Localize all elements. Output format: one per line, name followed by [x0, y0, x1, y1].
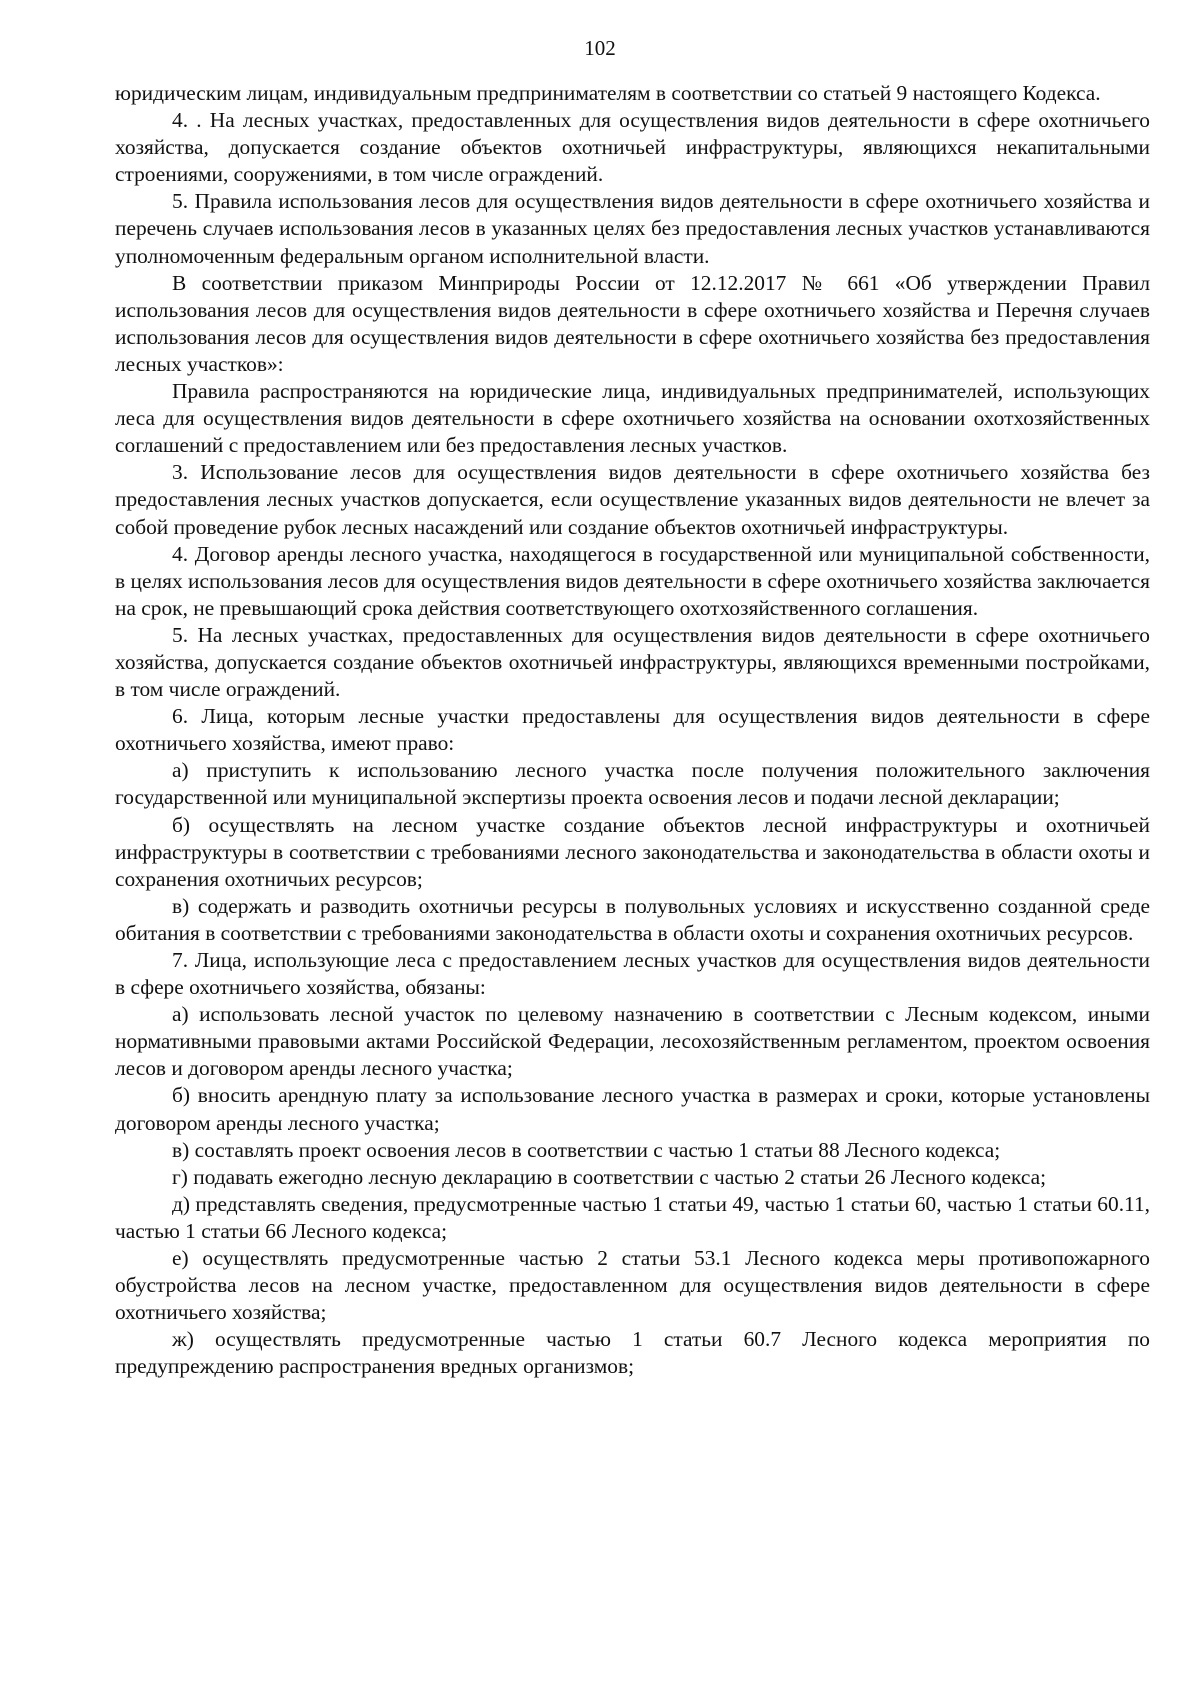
paragraph: юридическим лицам, индивидуальным предпринимателям в соответствии со статьей 9 настоящего Кодекса.	[115, 81, 1101, 105]
paragraph: а) использовать лесной участок по целевому назначению в соответствии с Лесным кодексом, иными нормативными правовыми актами Российской Федерации, лесохозяйственным регламентом, проектом освоения лесов и договором аренды лесного участка;	[115, 1002, 1150, 1081]
paragraph: Правила распространяются на юридические лица, индивидуальных предпринимателей, использующих леса для осуществления видов деятельности в сфере охотничьего хозяйства на основании охотхозяйственных соглашений с предоставлением или без предоставления лесных участков.	[115, 379, 1150, 458]
page-number: 102	[584, 36, 616, 60]
paragraph: в) составлять проект освоения лесов в соответствии с частью 1 статьи 88 Лесного кодекса;	[172, 1137, 1001, 1162]
paragraph: В соответствии приказом Минприроды России от 12.12.2017 № 661 «Об утверждении Правил использования лесов для осуществления видов деятельности в сфере охотничьего хозяйства и Перечня случаев использования лесов для осуществления видов деятельности в сфере охотничьего хозяйства без предоставления лесных участков»:	[115, 270, 1150, 376]
document-body	[115, 80, 1150, 1381]
paragraph: 5. Правила использования лесов для осуществления видов деятельности в сфере охотничьего хозяйства и перечень случаев использования лесов в указанных целях без предоставления лесных участков устанавливаются уполномоченным федеральным органом исполнительной власти.	[115, 189, 1150, 268]
paragraph: а) приступить к использованию лесного участка после получения положительного заключения государственной или муниципальной экспертизы проекта освоения лесов и подачи лесной декларации;	[115, 758, 1150, 810]
paragraph: 3. Использование лесов для осуществления видов деятельности в сфере охотничьего хозяйства без предоставления лесных участков допускается, если осуществление указанных видов деятельности не влечет за собой проведение рубок лесных насаждений или создание объектов охотничьей инфраструктуры.	[115, 460, 1150, 539]
paragraph: б) вносить арендную плату за использование лесного участка в размерах и сроки, которые установлены договором аренды лесного участка;	[115, 1083, 1150, 1135]
paragraph: в) содержать и разводить охотничьи ресурсы в полувольных условиях и искусственно созданной среде обитания в соответствии с требованиями законодательства в области охоты и сохранения охотничьих ресурсов.	[115, 893, 1150, 945]
paragraph: 5. На лесных участках, предоставленных для осуществления видов деятельности в сфере охотничьего хозяйства, допускается создание объектов охотничьей инфраструктуры, являющихся временными постройками, в том числе ограждений.	[115, 622, 1150, 702]
paragraph: ж) осуществлять предусмотренные частью 1 статьи 60.7 Лесного кодекса мероприятия по предупреждению распространения вредных организмов;	[115, 1327, 1150, 1379]
paragraph: е) осуществлять предусмотренные частью 2 статьи 53.1 Лесного кодекса меры противопожарного обустройства лесов на лесном участке, предоставленном для осуществления видов деятельности в сфере охотничьего хозяйства;	[115, 1246, 1150, 1325]
paragraph: 6. Лица, которым лесные участки предоставлены для осуществления видов деятельности в сфере охотничьего хозяйства, имеют право:	[115, 704, 1150, 756]
paragraph: 7. Лица, использующие леса с предоставлением лесных участков для осуществления видов деятельности в сфере охотничьего хозяйства, обязаны:	[115, 948, 1150, 1000]
paragraph: д) представлять сведения, предусмотренные частью 1 статьи 49, частью 1 статьи 60, частью 1 статьи 60.11, частью 1 статьи 66 Лесного кодекса;	[115, 1191, 1150, 1243]
paragraph: г) подавать ежегодно лесную декларацию в соответствии с частью 2 статьи 26 Лесного кодекса;	[172, 1164, 1047, 1189]
paragraph: 4. . На лесных участках, предоставленных для осуществления видов деятельности в сфере охотничьего хозяйства, допускается создание объектов охотничьей инфраструктуры, являющихся некапитальными строениями, сооружениями, в том числе ограждений.	[115, 108, 1150, 187]
paragraph: 4. Договор аренды лесного участка, находящегося в государственной или муниципальной собственности, в целях использования лесов для осуществления видов деятельности в сфере охотничьего хозяйства заключается на срок, не превышающий срока действия соответствующего охотхозяйственного соглашения.	[115, 541, 1150, 620]
paragraph: б) осуществлять на лесном участке создание объектов лесной инфраструктуры и охотничьей инфраструктуры в соответствии с требованиями лесного законодательства и законодательства в области охоты и сохранения охотничьих ресурсов;	[115, 812, 1150, 891]
